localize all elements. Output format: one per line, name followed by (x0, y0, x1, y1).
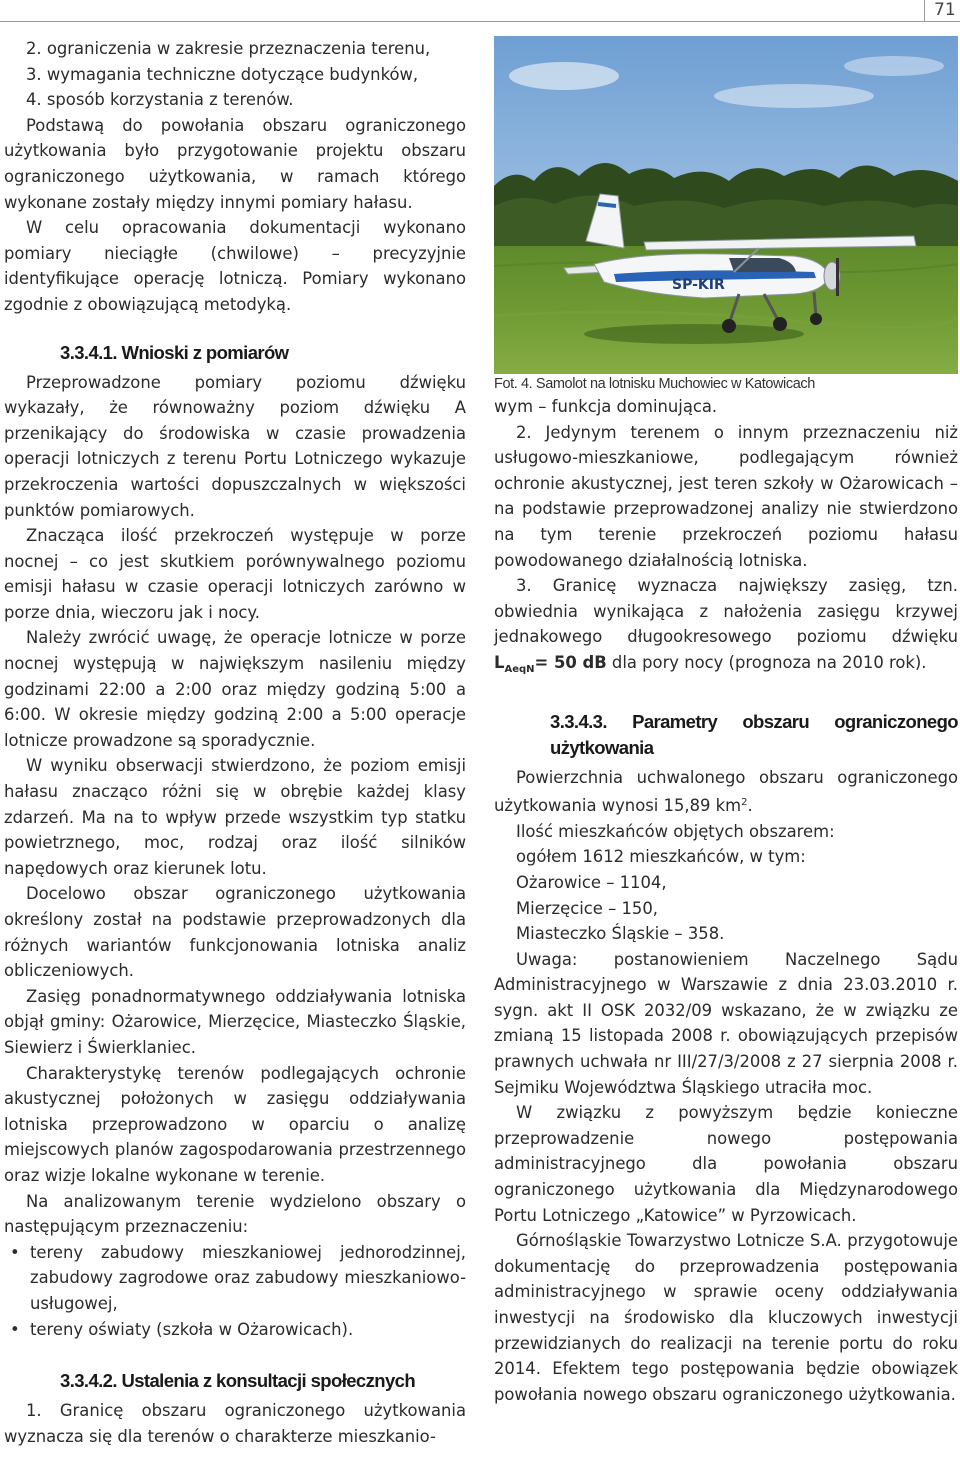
paragraph: Ożarowice – 1104, (516, 872, 667, 892)
paragraph: Przeprowadzone pomiary poziomu dźwięku wykazały, że równoważny poziom dźwięku A przenikający do środowiska w czasie prowadzenia operacji lotniczych z terenu Portu Lotniczego wykazuje przekroczenia wartości dopuszczalnych w większości punktów pomiarowych. (4, 372, 466, 520)
noise-limit-value: = 50 dB (534, 652, 607, 672)
paragraph: Na analizowanym terenie wydzielono obszary o następującym przeznaczeniu: (4, 1191, 466, 1237)
paragraph: Ilość mieszkańców objętych obszarem: (516, 821, 835, 841)
page-number: 71 (934, 0, 956, 20)
paragraph: Charakterystykę terenów podlegających ochronie akustycznej położonych w zasięgu oddziaływania lotniska przeprowadzono w oparciu o analizę miejscowych planów zagospodarowania przestrzennego oraz wizje lokalne wykonane w terenie. (4, 1063, 466, 1185)
header-tick (924, 0, 925, 22)
bullet-list (4, 1240, 466, 1342)
list-item: 4. sposób korzystania z terenów. (26, 90, 294, 110)
list-item: 3. wymagania techniczne dotyczące budynków, (26, 64, 419, 84)
bullet-item: • tereny oświaty (szkoła w Ożarowicach). (30, 1317, 466, 1343)
paragraph: Górnośląskie Towarzystwo Lotnicze S.A. przygotowuje dokumentację do przeprowadzenia postępowania administracyjnego w sprawie oceny oddziaływania inwestycji na środowisko dla kluczowych inwestycji przewidzianych do realizacji na terenie portu do roku 2014. Efektem tego postępowania będzie obowiązek powołania nowego obszaru ograniczonego użytkowania. (494, 1231, 958, 1404)
section-heading: 3.3.4.1. Wnioski z pomiarów (60, 341, 289, 363)
paragraph: W celu opracowania dokumentacji wykonano pomiary nieciągłe (chwilowe) – precyzyjnie identyfikujące operację lotniczą. Pomiary wykonano zgodnie z obowiązującą metodyką. (4, 218, 466, 314)
aircraft-registration: SP-KIR (672, 277, 725, 293)
paragraph: Miasteczko Śląskie – 358. (516, 924, 725, 944)
noise-symbol: L (494, 652, 505, 672)
paragraph: 2. Jedynym terenem o innym przeznaczeniu niż usługowo-mieszkaniowe, podlegającym również ochronie akustycznej, jest teren szkoły w Ożarowicach – na podstawie przeprowadzonej analizy nie stwierdzono na tym terenie przekroczeń poziomu hałasu powodowanego działalnością lotniska. (494, 422, 958, 570)
section-heading: 3.3.4.3. Parametry obszaru ograniczonego użytkowania (550, 710, 958, 758)
paragraph (494, 573, 958, 682)
superscript: 2 (741, 797, 748, 809)
photo-caption: Fot. 4. Samolot na lotnisku Muchowiec w Katowicach (494, 376, 815, 392)
paragraph: Mierzęcice – 150, (516, 898, 658, 918)
list-item: 2. ograniczenia w zakresie przeznaczenia terenu, (26, 39, 431, 58)
paragraph-text: 3. Granicę wyznacza największy zasięg, tzn. obwiednia wynikająca z nałożenia zasięgu krzywej jednakowego długookresowego poziomu dźwięku (494, 576, 958, 647)
paragraph: 1. Granicę obszaru ograniczonego użytkowania wyznacza się dla terenów o charakterze mieszkanio- (4, 1401, 466, 1446)
airplane-photo (494, 36, 958, 374)
page-header (0, 0, 960, 28)
paragraph (494, 765, 958, 819)
paragraph: Docelowo obszar ograniczonego użytkowania określony został na podstawie przeprowadzonych dla różnych wariantów funkcjonowania lotniska analiz obliczeniowych. (4, 884, 466, 981)
noise-symbol-subscript: AeqN (504, 663, 535, 675)
header-rule (0, 21, 960, 22)
paragraph: W wyniku obserwacji stwierdzono, że poziom emisji hałasu znacząco różni się w obrębie każdej klasy zdarzeń. Ma na to wpływ przede wszystkim typ statku powietrznego, moc, rodzaj oraz ilość silników napędowych oraz kierunek lotu. (4, 756, 466, 878)
left-column (4, 36, 466, 1449)
right-column (494, 36, 958, 1407)
paragraph: ogółem 1612 mieszkańców, w tym: (516, 847, 806, 867)
paragraph-text: Powierzchnia uchwalonego obszaru ograniczonego użytkowania wynosi 15,89 km (494, 767, 958, 816)
paragraph-text: dla pory nocy (prognoza na 2010 rok). (611, 652, 927, 672)
paragraph: Uwaga: postanowieniem Naczelnego Sądu Administracyjnego w Warszawie z dnia 23.03.2010 r. sygn. akt II OSK 2032/09 wskazano, że w związku ze zmianą 15 listopada 2008 r. obowiązujących przepisów prawnych uchwała nr III/27/3/2008 z 27 sierpnia 2008 r. Sejmiku Województwa Śląskiego utraciła moc. (494, 949, 958, 1097)
paragraph: Należy zwrócić uwagę, że operacje lotnicze w porze nocnej występują w największym nasileniu między godzinami 22:00 a 2:00 oraz między godziną 5:00 a 6:00. W okresie między godziną 2:00 a 5:00 operacje lotnicze prowadzone są sporadycznie. (4, 628, 466, 750)
bullet-item: • tereny zabudowy mieszkaniowej jednorodzinnej, zabudowy zagrodowe oraz zabudowy mieszkaniowo-usługowej, (30, 1240, 466, 1317)
paragraph-text: . (747, 796, 753, 816)
section-heading: 3.3.4.2. Ustalenia z konsultacji społecznych (60, 1370, 416, 1392)
paragraph: W związku z powyższym będzie konieczne przeprowadzenie nowego postępowania administracyjnego dla powołania obszaru ograniczonego użytkowania dla Międzynarodowego Portu Lotniczego „Katowice” w Pyrzowicach. (494, 1103, 958, 1225)
paragraph: Zasięg ponadnormatywnego oddziaływania lotniska objął gminy: Ożarowice, Mierzęcice, Miasteczko Śląskie, Siewierz i Świerklaniec. (4, 986, 466, 1057)
paragraph: Znacząca ilość przekroczeń występuje w porze nocnej – co jest skutkiem porównywalnego poziomu emisji hałasu w czasie operacji lotniczych zarówno w porze dnia, wieczoru jak i nocy. (4, 526, 466, 622)
paragraph: Podstawą do powołania obszaru ograniczonego użytkowania było przygotowanie projektu obszaru ograniczonego użytkowania, w ramach którego wykonane zostały między innymi pomiary hałasu. (4, 115, 466, 212)
paragraph: wym – funkcja dominująca. (494, 397, 718, 416)
